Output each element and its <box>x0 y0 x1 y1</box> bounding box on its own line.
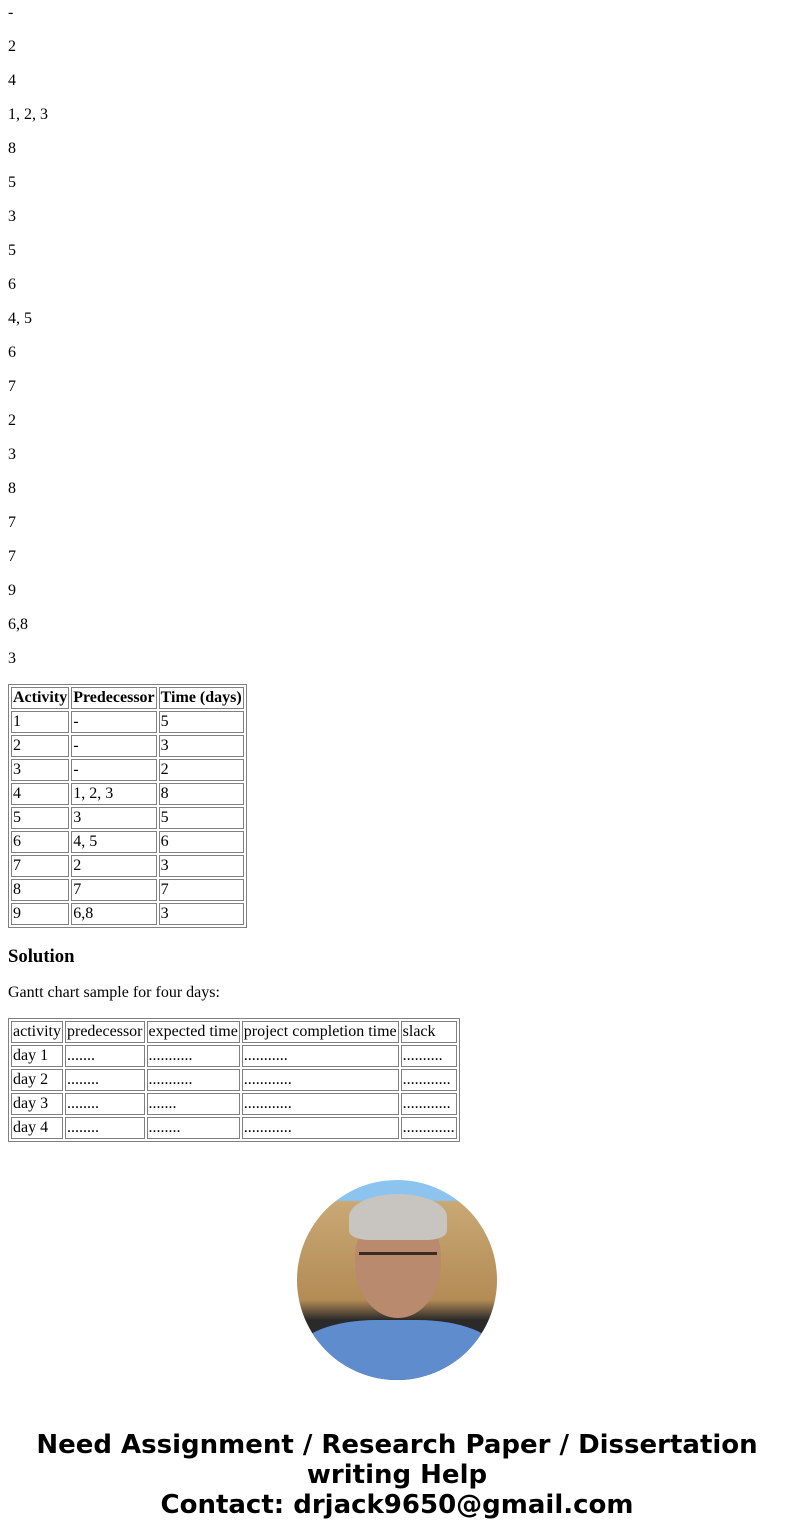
table-row <box>11 807 244 829</box>
author-avatar <box>297 1180 497 1380</box>
table-cell: day 2 <box>11 1069 63 1091</box>
value-item: 3 <box>8 446 16 463</box>
value-list <box>8 0 786 668</box>
table-cell: ............ <box>242 1069 399 1091</box>
footer-contact <box>8 1430 786 1520</box>
table-row <box>11 1117 457 1139</box>
table-cell: ........ <box>147 1117 240 1139</box>
table-cell: 6 <box>159 831 244 853</box>
gantt-intro: Gantt chart sample for four days: <box>8 984 220 1001</box>
column-header: Activity <box>11 687 69 709</box>
value-item: 3 <box>8 650 16 667</box>
value-item: 9 <box>8 582 16 599</box>
column-header: Time (days) <box>159 687 244 709</box>
table-cell: ............ <box>242 1117 399 1139</box>
table-cell: - <box>71 735 156 757</box>
gantt-table <box>8 1018 460 1142</box>
column-header: slack <box>401 1021 457 1043</box>
table-cell: 2 <box>11 735 69 757</box>
table-row <box>11 879 244 901</box>
value-item: 5 <box>8 242 16 259</box>
value-item: 6,8 <box>8 616 28 633</box>
value-item: 6 <box>8 344 16 361</box>
table-cell: - <box>71 711 156 733</box>
table-cell: 8 <box>159 783 244 805</box>
table-cell: 1, 2, 3 <box>71 783 156 805</box>
value-item: 7 <box>8 378 16 395</box>
table-cell: ............ <box>242 1093 399 1115</box>
table-row <box>11 855 244 877</box>
table-cell: 7 <box>159 879 244 901</box>
table-cell: - <box>71 759 156 781</box>
table-cell: 5 <box>11 807 69 829</box>
table-cell: ........ <box>65 1069 145 1091</box>
table-row <box>11 759 244 781</box>
value-item: 6 <box>8 276 16 293</box>
table-cell: 3 <box>159 735 244 757</box>
header-row <box>11 1021 457 1043</box>
table-cell: 1 <box>11 711 69 733</box>
table-cell: 4, 5 <box>71 831 156 853</box>
table-cell: 5 <box>159 711 244 733</box>
value-item: 4 <box>8 72 16 89</box>
table-cell: day 4 <box>11 1117 63 1139</box>
table-cell: ........ <box>65 1093 145 1115</box>
table-row <box>11 1045 457 1067</box>
column-header: activity <box>11 1021 63 1043</box>
table-cell: 2 <box>159 759 244 781</box>
table-cell: day 3 <box>11 1093 63 1115</box>
table-cell: 4 <box>11 783 69 805</box>
table-cell: ............. <box>401 1117 457 1139</box>
value-item: 7 <box>8 548 16 565</box>
table-row <box>11 903 244 925</box>
table-cell: day 1 <box>11 1045 63 1067</box>
table-cell: ........... <box>147 1069 240 1091</box>
footer-line-help: Need Assignment / Research Paper / Dissertation writing Help <box>36 1430 758 1490</box>
table-cell: 2 <box>71 855 156 877</box>
value-item: 7 <box>8 514 16 531</box>
table-cell: 3 <box>159 855 244 877</box>
value-item: - <box>8 4 14 21</box>
column-header: project completion time <box>242 1021 399 1043</box>
table-cell: ........... <box>242 1045 399 1067</box>
value-item: 2 <box>8 412 16 429</box>
activity-table <box>8 684 247 928</box>
column-header: Predecessor <box>71 687 156 709</box>
value-item: 4, 5 <box>8 310 32 327</box>
value-item: 8 <box>8 140 16 157</box>
table-cell: ....... <box>147 1093 240 1115</box>
table-cell: ....... <box>65 1045 145 1067</box>
table-cell: 7 <box>11 855 69 877</box>
table-row <box>11 735 244 757</box>
value-item: 3 <box>8 208 16 225</box>
table-cell: 9 <box>11 903 69 925</box>
value-item: 8 <box>8 480 16 497</box>
table-row <box>11 831 244 853</box>
value-item: 5 <box>8 174 16 191</box>
table-cell: 6,8 <box>71 903 156 925</box>
table-cell: 3 <box>11 759 69 781</box>
header-row <box>11 687 244 709</box>
table-cell: ........ <box>65 1117 145 1139</box>
value-item: 2 <box>8 38 16 55</box>
table-row <box>11 783 244 805</box>
footer-line-contact[interactable]: Contact: drjack9650@gmail.com <box>160 1490 634 1520</box>
solution-heading: Solution <box>8 946 75 967</box>
column-header: predecessor <box>65 1021 145 1043</box>
table-cell: 5 <box>159 807 244 829</box>
table-cell: 6 <box>11 831 69 853</box>
table-cell: 8 <box>11 879 69 901</box>
table-cell: ............ <box>401 1069 457 1091</box>
table-cell: ............ <box>401 1093 457 1115</box>
table-cell: .......... <box>401 1045 457 1067</box>
table-row <box>11 1069 457 1091</box>
column-header: expected time <box>147 1021 240 1043</box>
table-cell: 3 <box>159 903 244 925</box>
table-row <box>11 711 244 733</box>
value-item: 1, 2, 3 <box>8 106 48 123</box>
table-cell: 7 <box>71 879 156 901</box>
table-cell: 3 <box>71 807 156 829</box>
table-row <box>11 1093 457 1115</box>
table-cell: ........... <box>147 1045 240 1067</box>
